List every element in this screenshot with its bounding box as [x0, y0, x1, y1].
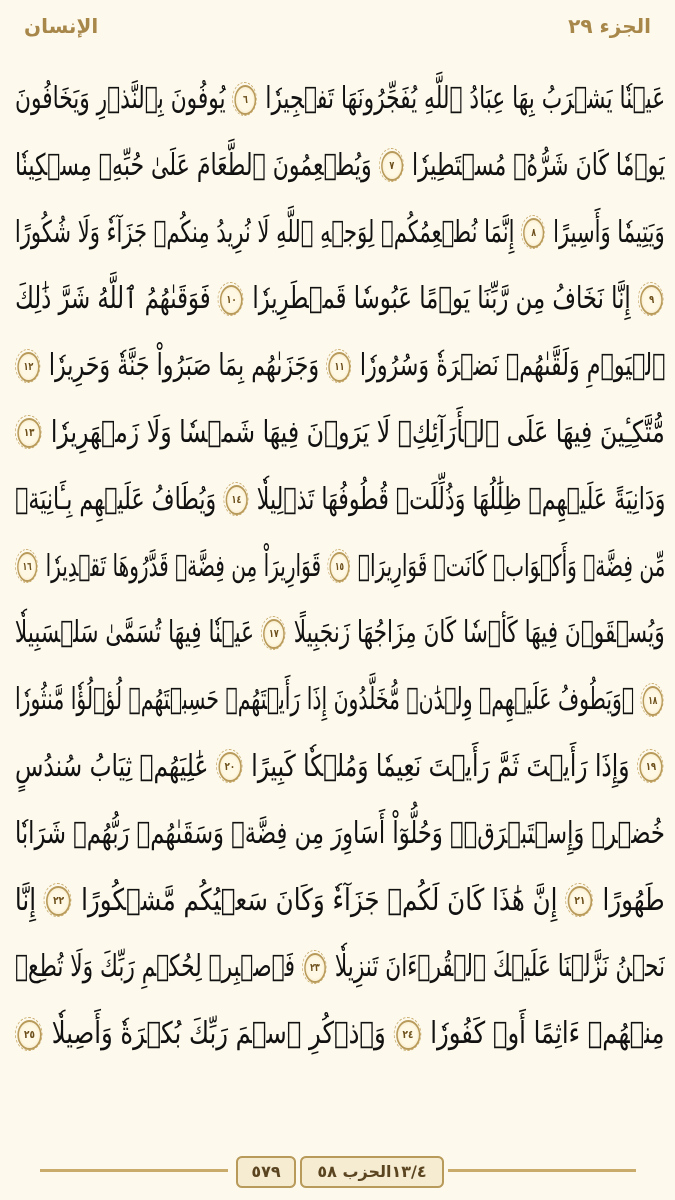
verse-text: يَوۡمٗا كَانَ شَرُّهُۥ مُسۡتَطِيرٗا — [411, 147, 665, 183]
text-line — [10, 200, 665, 267]
footer-ornament-right — [448, 1169, 636, 1172]
verse-text: إِنَّا نَخَافُ مِن رَّبِّنَا يَوۡمًا عَبُوسٗا قَمۡطَرِيرٗا — [252, 281, 631, 317]
text-line — [10, 801, 665, 868]
line-content — [15, 534, 665, 601]
line-content — [15, 1001, 665, 1068]
verse-text: فَوَقَىٰهُمُ ٱللَّهُ شَرَّ ذَٰلِكَ — [14, 281, 211, 317]
ayah-number-marker: ١٢ — [17, 352, 39, 382]
surah-name: الإنسان — [24, 14, 99, 38]
ayah-number-marker: ١٩ — [639, 752, 662, 782]
text-line — [10, 934, 665, 1001]
line-content — [15, 66, 665, 133]
ayah-number-marker: ٢٤ — [396, 1020, 420, 1050]
text-line — [10, 534, 665, 601]
ayah-number-marker: ٢١ — [568, 886, 593, 916]
ayah-number-marker: ٧ — [381, 151, 403, 181]
text-line — [10, 400, 665, 467]
verse-text: مِّن فِضَّةٖ وَأَكۡوَابٖ كَانَتۡ قَوَارِيرَا۠ — [357, 548, 665, 584]
ayah-number-marker: ١١ — [328, 352, 350, 382]
page-footer — [0, 1152, 675, 1192]
verse-text: قَوَارِيرَاْ مِن فِضَّةٖ قَدَّرُوهَا تَقۡدِيرٗا — [45, 548, 321, 584]
text-line — [10, 600, 665, 667]
verse-text: مِنۡهُمۡ ءَاثِمًا أَوۡ كَفُورٗا — [430, 1016, 665, 1052]
ayah-number-marker: ٢٣ — [304, 953, 326, 983]
verse-text: طَهُورًا — [602, 882, 665, 918]
verse-text: وَيُطَافُ عَلَيۡهِم بِـَٔانِيَةٖ — [14, 481, 216, 517]
ayah-number-marker: ١٠ — [220, 285, 243, 315]
text-line — [10, 66, 665, 133]
verse-text: وَٱذۡكُرِ ٱسۡمَ رَبِّكَ بُكۡرَةٗ وَأَصِيلٗا — [52, 1016, 387, 1052]
page-number: ٥٧٩ — [236, 1156, 296, 1188]
text-line — [10, 1001, 665, 1068]
verse-text: وَيُسۡقَوۡنَ فِيهَا كَأۡسٗا كَانَ مِزَاجُهَا زَنجَبِيلًا — [294, 615, 665, 651]
verse-text: إِنَّمَا نُطۡعِمُكُمۡ لِوَجۡهِ ٱللَّهِ لَا نُرِيدُ مِنكُمۡ جَزَآءٗ وَلَا شُكُورًا — [15, 214, 515, 250]
verse-text: وَإِذَا رَأَيۡتَ ثَمَّ رَأَيۡتَ نَعِيمٗا وَمُلۡكٗا كَبِيرًا — [251, 748, 630, 784]
verse-text: خُضۡرٞ وَإِسۡتَبۡرَقٞۖ وَحُلُّوٓاْ أَسَاوِرَ مِن فِضَّةٖ وَسَقَىٰهُمۡ رَبُّهُمۡ شَرَابٗا — [15, 815, 665, 851]
text-line — [10, 667, 665, 734]
line-content — [15, 734, 665, 801]
line-content — [15, 868, 665, 935]
ayah-number-marker: ٩ — [640, 285, 663, 315]
juz-label: الجزء ٢٩ — [568, 14, 651, 38]
line-content — [15, 333, 665, 400]
verse-text: وَجَزَىٰهُم بِمَا صَبَرُواْ جَنَّةٗ وَحَرِيرٗا — [48, 348, 319, 384]
ayah-number-marker: ٢٢ — [47, 886, 72, 916]
ayah-number-marker: ٦ — [234, 85, 256, 115]
hizb-marker: ١٣/٤الحزب ٥٨ — [300, 1156, 444, 1188]
verse-text: إِنَّ هَٰذَا كَانَ لَكُمۡ جَزَآءٗ وَكَانَ سَعۡيُكُم مَّشۡكُورًا — [81, 882, 558, 918]
ayah-number-marker: ١٤ — [225, 485, 247, 515]
line-content — [15, 400, 665, 467]
line-content — [15, 934, 665, 1001]
ayah-number-marker: ٢٥ — [18, 1020, 42, 1050]
line-content — [15, 667, 665, 734]
ayah-number-marker: ١٨ — [643, 686, 663, 716]
footer-ornament-left — [40, 1169, 228, 1172]
verse-text: عَيۡنٗا يَشۡرَبُ بِهَا عِبَادُ ٱللَّهِ يُفَجِّرُونَهَا تَفۡجِيرٗا — [265, 81, 665, 116]
text-line — [10, 266, 665, 333]
verse-text: وَيَتِيمٗا وَأَسِيرًا — [553, 214, 665, 250]
verse-text: يُوفُونَ بِٱلنَّذۡرِ وَيَخَافُونَ — [14, 81, 226, 116]
text-line — [10, 467, 665, 534]
quran-text-block — [10, 66, 665, 1068]
text-line — [10, 333, 665, 400]
verse-text: عَٰلِيَهُمۡ ثِيَابُ سُندُسٍ — [15, 748, 209, 784]
line-content — [15, 133, 665, 200]
ayah-number-marker: ١٣ — [18, 418, 42, 448]
line-content — [15, 467, 665, 534]
line-content — [15, 801, 665, 868]
verse-text: مُّتَّكِـِٔينَ فِيهَا عَلَى ٱلۡأَرَآئِكِۖ لَا يَرَوۡنَ فِيهَا شَمۡسٗا وَلَا زَمۡهَرِيرٗا — [51, 414, 665, 450]
verse-text: إِنَّا — [15, 882, 37, 918]
line-content — [15, 600, 665, 667]
text-line — [10, 734, 665, 801]
ayah-number-marker: ١٧ — [263, 619, 285, 649]
text-line — [10, 133, 665, 200]
verse-text: عَيۡنٗا فِيهَا تُسَمَّىٰ سَلۡسَبِيلٗا — [15, 615, 255, 651]
verse-text: ۞وَيَطُوفُ عَلَيۡهِمۡ وِلۡدَٰنٞ مُّخَلَّدُونَ إِذَا رَأَيۡتَهُمۡ حَسِبۡتَهُمۡ لُؤۡلُؤٗا مَّنثُورٗا — [15, 682, 635, 718]
text-line — [10, 868, 665, 935]
ayah-number-marker: ٢٠ — [218, 752, 241, 782]
verse-text: وَيُطۡعِمُونَ ٱلطَّعَامَ عَلَىٰ حُبِّهِۦ مِسۡكِينٗا — [14, 147, 372, 183]
verse-text: وَدَانِيَةً عَلَيۡهِمۡ ظِلَٰلُهَا وَذُلِّلَتۡ قُطُوفُهَا تَذۡلِيلٗا — [256, 481, 665, 517]
verse-text: نَحۡنُ نَزَّلۡنَا عَلَيۡكَ ٱلۡقُرۡءَانَ تَنزِيلٗا — [334, 949, 665, 985]
line-content — [15, 266, 665, 333]
ayah-number-marker: ١٥ — [329, 552, 349, 582]
verse-text: ٱلۡيَوۡمِ وَلَقَّىٰهُمۡ نَضۡرَةٗ وَسُرُورٗا — [359, 348, 665, 384]
line-content — [15, 200, 665, 267]
verse-text: فَٱصۡبِرۡ لِحُكۡمِ رَبِّكَ وَلَا تُطِعۡ — [14, 949, 295, 985]
ayah-number-marker: ١٦ — [17, 552, 37, 582]
ayah-number-marker: ٨ — [524, 218, 545, 248]
